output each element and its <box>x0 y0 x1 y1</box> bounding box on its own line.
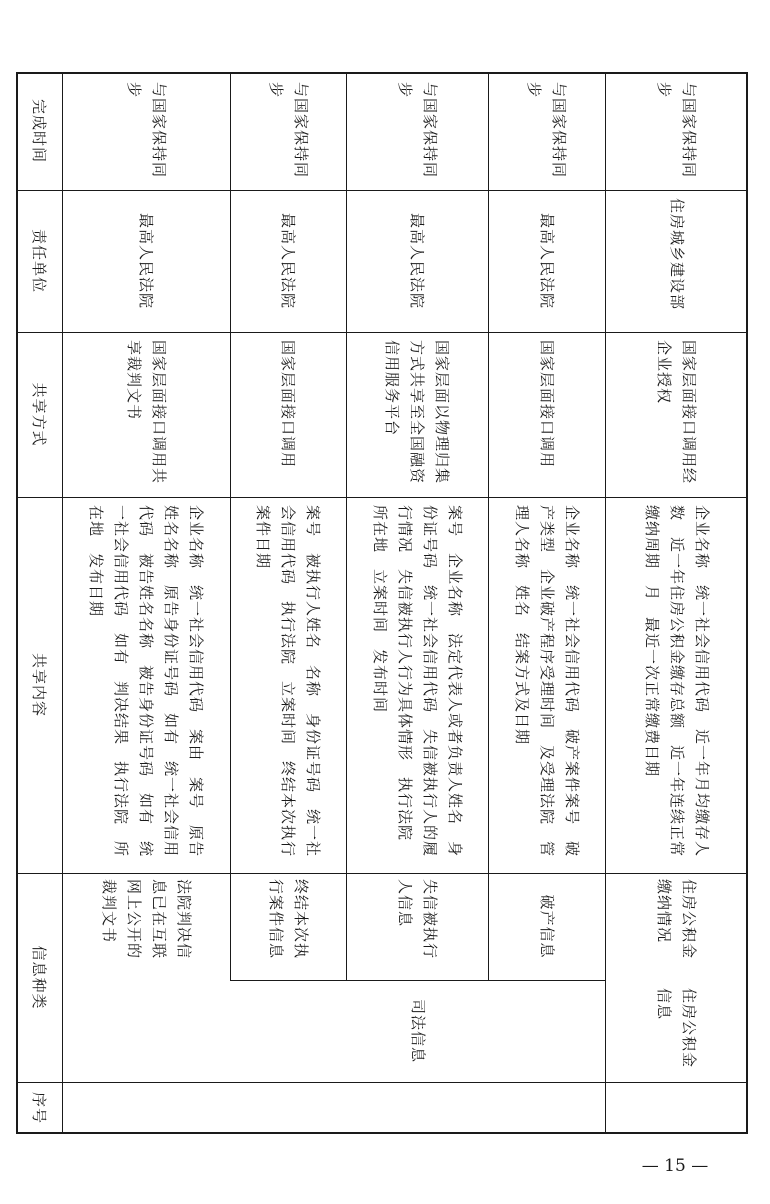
group-housing-fund: 住房公积金信息 <box>655 988 699 1069</box>
info-subtype: 破产信息 <box>538 894 556 959</box>
responsible-unit: 最高人民法院 <box>137 212 156 309</box>
responsible-unit: 最高人民法院 <box>408 212 427 309</box>
group-judicial: 司法信息 <box>409 998 427 1063</box>
info-subtype: 住房公积金缴纳情况 <box>655 879 699 960</box>
completion-time: 与国家保持同步 <box>525 82 569 179</box>
completion-time: 与国家保持同步 <box>396 82 439 179</box>
sharing-content: 企业名称 统一社会信用代码 近一年月均缴存人数 近一年住房公积金缴存总额 近一年连续正常缴纳周期 月 最近一次正常缴费日期 <box>643 505 711 858</box>
header-info-type: 信息种类 <box>30 945 49 1010</box>
sharing-content: 企业名称 统一社会信用代码 案由 案号 原告姓名名称 原告身份证号码 如有 统一社会信用代码 被告姓名名称 被告身份证号码 如有 统一社会信用代码 如有 判决结果 执行法院 所在地 发布日期 <box>87 505 206 858</box>
completion-time: 与国家保持同步 <box>125 82 168 179</box>
info-subtype: 失信被执行人信息 <box>396 879 439 960</box>
header-sharing-content: 共享内容 <box>30 652 49 717</box>
sharing-method: 国家层面接口调用 <box>538 340 556 469</box>
responsible-unit: 最高人民法院 <box>279 212 298 309</box>
sharing-content: 企业名称 统一社会信用代码 破产案件案号 破产类型 企业破产程序受理时间 及受理法院 管理人名称 姓名 结案方式及日期 <box>513 505 581 858</box>
completion-time: 与国家保持同步 <box>267 82 310 179</box>
sharing-content: 案号 企业名称 法定代表人或者负责人姓名 身份证号码 统一社会信用代码 失信被执行人的履行情况 失信被执行人行为具体情形 执行法院 所在地 立案时间 发布时间 <box>371 505 464 858</box>
grid-line <box>16 1082 748 1083</box>
header-responsible-unit: 责任单位 <box>30 228 49 293</box>
responsible-unit: 最高人民法院 <box>538 212 556 309</box>
info-subtype: 终结本次执行案件信息 <box>267 879 310 960</box>
sharing-method: 国家层面接口调用经企业授权 <box>655 340 699 485</box>
responsible-unit: 住房城乡建设部 <box>668 198 686 311</box>
page-number: — 15 — <box>641 1156 709 1176</box>
sharing-content: 案号 被执行人姓名 名称 身份证号码 统一社会信用代码 执行法院 立案时间 终结本次执行案件日期 <box>254 505 323 858</box>
sharing-method: 国家层面以物理归集方式共享至全国融资信用服务平台 <box>383 340 452 485</box>
completion-time: 与国家保持同步 <box>655 82 699 179</box>
header-seq: 序号 <box>30 1091 49 1124</box>
header-sharing-method: 共享方式 <box>30 382 49 447</box>
sharing-method: 国家层面接口调用共享裁判文书 <box>125 340 168 485</box>
sharing-method: 国家层面接口调用 <box>279 340 298 469</box>
header-completion-time: 完成时间 <box>30 98 49 163</box>
info-subtype: 法院判决信息已在互联网上公开的裁判文书 <box>100 879 193 960</box>
